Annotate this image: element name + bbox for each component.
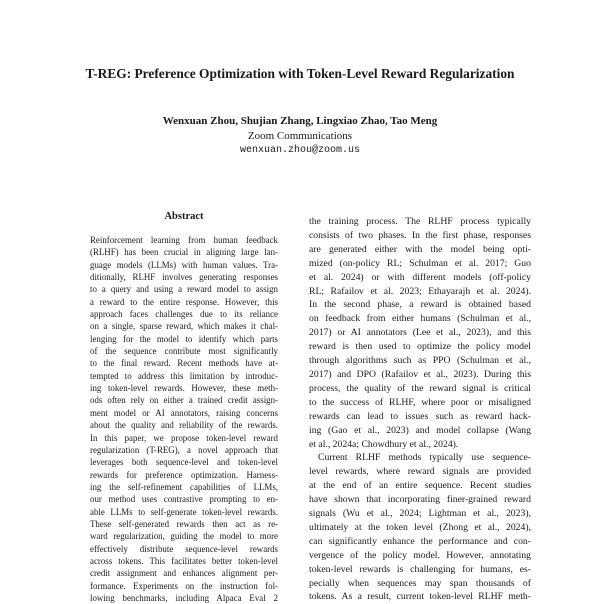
text-line: lenging for the model to identify which parts xyxy=(90,333,278,344)
author-email: wenxuan.zhou@zoom.us xyxy=(239,145,361,156)
text-line: In this paper, we propose token-level reward xyxy=(90,432,278,443)
body-paragraph-1 xyxy=(309,215,531,451)
text-line: ditionally, RLHF involves generating responses xyxy=(90,272,278,283)
text-line: on feedback from either humans (Schulman et al., xyxy=(309,313,531,325)
abstract-heading: Abstract xyxy=(164,211,204,222)
text-line: of the sequence contribute most significantly xyxy=(90,346,278,357)
text-line: token-level rewards is challenging for humans, es- xyxy=(309,563,531,575)
paper-title: T-REG: Preference Optimization with Token-Level Reward Regularization xyxy=(85,66,515,81)
text-line: on a single, sparse reward, which makes it chal- xyxy=(90,321,278,332)
text-line: Current RLHF methods typically use sequence- xyxy=(318,452,531,464)
text-line: mized (on-policy RL; Schulman et al. 2017; Guo xyxy=(309,257,531,269)
text-line: credit assignment and enhances alignment per- xyxy=(90,568,278,579)
text-line: consists of two phases. In the first phase, responses xyxy=(309,229,531,241)
text-line: process, the quality of the reward signal is critical xyxy=(309,382,531,394)
author-list: Wenxuan Zhou, Shujian Zhang, Lingxiao Zhao, Tao Meng xyxy=(162,115,438,127)
text-line: RL; Rafailov et al. 2023; Ethayarajh et al. 2024). xyxy=(309,285,531,297)
affiliation: Zoom Communications xyxy=(247,130,353,142)
text-line: reward is then used to optimize the policy model xyxy=(309,341,531,353)
text-line: lowing benchmarks, including Alpaca Eval 2 xyxy=(90,592,278,603)
text-line: ing (Gao et al., 2023) and model collapse (Wang xyxy=(309,424,531,436)
text-line: tempted to address this limitation by introduc- xyxy=(90,370,278,381)
text-line: regularization (T-REG), a novel approach that xyxy=(90,444,278,455)
text-line: signals (Wu et al., 2024; Lightman et al., 2023), xyxy=(309,508,531,520)
text-line: tokens. As a result, current token-level RLHF meth- xyxy=(309,591,531,603)
text-line: ment model or AI annotators, raising concerns xyxy=(90,407,278,418)
text-line: In the second phase, a reward is obtained based xyxy=(309,299,531,311)
text-line: guage models (LLMs) with human values. Tra- xyxy=(90,259,278,270)
text-line: ods often rely on either a trained credit assign- xyxy=(90,395,278,406)
right-column-body xyxy=(309,215,531,604)
text-line: the training process. The RLHF process typically xyxy=(309,216,531,227)
abstract-body xyxy=(90,234,278,604)
text-line: ing token-level rewards. However, these meth- xyxy=(90,383,278,394)
body-paragraph-2 xyxy=(309,451,531,604)
text-line: are generated either with the model being opti- xyxy=(309,243,531,255)
text-line: able LLMs to self-generate token-level rewards. xyxy=(90,506,278,517)
text-line: et al. 2024) or with different models (off-policy xyxy=(309,271,531,283)
text-line: level rewards, where reward signals are provided xyxy=(309,466,531,478)
text-line: can significantly enhance the performance and con- xyxy=(309,535,531,547)
text-line: to a query and using a reward model to assign xyxy=(90,284,278,295)
text-line: These self-generated rewards then act as re- xyxy=(90,518,278,529)
text-line: Reinforcement learning from human feedback xyxy=(90,235,278,245)
text-line: rewards can lead to issues such as reward hack- xyxy=(309,410,531,422)
text-line: leverages both sequence-level and token-level xyxy=(90,457,278,468)
text-line: have shown that incorporating finer-grained reward xyxy=(309,494,531,506)
text-line: et al., 2024a; Chowdhury et al., 2024). xyxy=(309,438,459,450)
text-line: vergence of the policy model. However, annotating xyxy=(309,549,531,561)
text-line: about the quality and reliability of the rewards. xyxy=(90,420,278,431)
text-line: approach faces challenges due to its reliance xyxy=(90,309,278,320)
text-line: through algorithms such as PPO (Schulman et al., xyxy=(309,355,531,367)
text-line: ward regularization, guiding the model to more xyxy=(90,531,278,542)
text-line: to the success of RLHF, where poor or misaligned xyxy=(309,396,531,408)
text-line: (RLHF) has been crucial in aligning large lan- xyxy=(90,247,278,258)
text-line: our method uses contrastive prompting to en- xyxy=(90,494,278,505)
text-line: formance. Experiments on the instruction fol- xyxy=(90,580,278,591)
text-line: ing the self-refinement capabilities of LLMs, xyxy=(90,481,278,492)
text-line: ultimately at the token level (Zhong et al., 2024), xyxy=(309,521,531,533)
text-line: pecially when sequences may span thousands of xyxy=(309,577,531,589)
text-line: at the end of an entire sequence. Recent studies xyxy=(309,480,531,492)
text-line: rewards for preference optimization. Harness- xyxy=(90,469,278,480)
text-line: 2017) or AI annotators (Lee et al., 2023), and this xyxy=(309,327,531,339)
text-line: to the final reward. Recent methods have at- xyxy=(90,358,278,369)
text-line: 2017) and DPO (Rafailov et al., 2023). During this xyxy=(309,368,531,380)
text-line: across tokens. This facilitates better token-level xyxy=(90,555,278,566)
text-line: a reward to the entire response. However, this xyxy=(90,296,278,307)
text-line: effectively distribute sequence-level rewards xyxy=(90,543,278,554)
